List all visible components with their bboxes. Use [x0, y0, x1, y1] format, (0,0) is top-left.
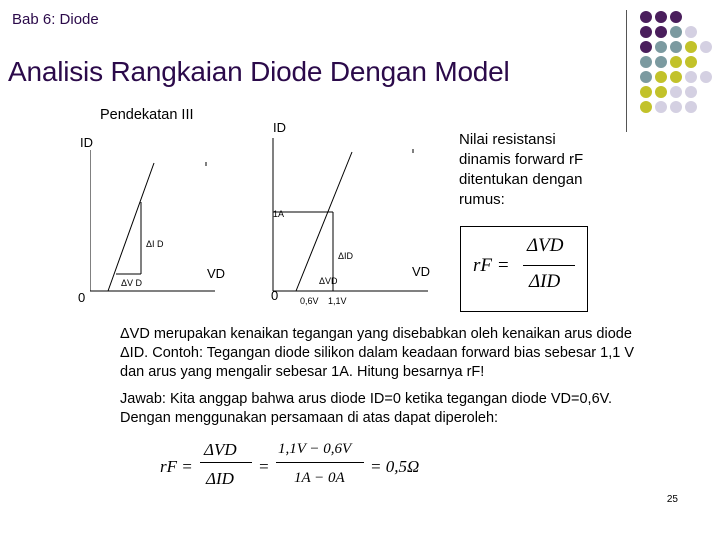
formula-box — [460, 226, 588, 312]
decor-dot — [640, 101, 652, 113]
bottom-formula-f2-den: 1A − 0A — [294, 470, 345, 486]
decor-dot — [655, 11, 667, 23]
decor-dot — [655, 41, 667, 53]
body-p2-line2: Dengan menggunakan persamaan di atas dapat diperoleh: — [120, 410, 499, 426]
decor-dot — [685, 101, 697, 113]
formula-den: ΔID — [529, 271, 561, 292]
side-text-line4: rumus: — [459, 191, 505, 208]
bottom-formula-lhs: rF = — [160, 457, 193, 476]
decor-dot — [640, 86, 652, 98]
right-delta-v: ΔVD — [319, 276, 338, 286]
decor-dot — [640, 41, 652, 53]
right-1a-label: 1A — [273, 209, 285, 219]
formula-lhs: rF = — [473, 255, 510, 276]
slide-title: Analisis Rangkaian Diode Dengan Model — [8, 56, 510, 87]
decor-dot — [655, 71, 667, 83]
decor-dot — [670, 11, 682, 23]
decor-dot — [700, 71, 712, 83]
decor-dot — [685, 71, 697, 83]
bottom-formula-f1-num: ΔVD — [204, 440, 237, 459]
fraction-bar-1 — [200, 462, 252, 463]
left-curve — [108, 163, 154, 291]
decor-dot — [670, 71, 682, 83]
decor-dot — [640, 11, 652, 23]
bottom-formula-result: = 0,5Ω — [370, 457, 420, 476]
decor-dot — [685, 41, 697, 53]
side-text-line1: Nilai resistansi — [459, 131, 556, 148]
decor-dot — [655, 26, 667, 38]
decor-dot — [685, 26, 697, 38]
decor-dot — [685, 56, 697, 68]
decor-dot — [685, 86, 697, 98]
right-origin: 0 — [271, 288, 279, 303]
left-x-label: VD — [207, 266, 226, 281]
page-number: 25 — [666, 494, 678, 505]
body-p2-line1: Jawab: Kita anggap bahwa arus diode ID=0 ketika tegangan diode VD=0,6V. — [120, 391, 613, 407]
decor-dot — [655, 101, 667, 113]
fraction-bar-2 — [276, 462, 364, 463]
right-x-label: VD — [412, 264, 431, 279]
decor-dot — [655, 56, 667, 68]
side-text-line2: dinamis forward rF — [459, 151, 584, 168]
bottom-formula-f2-num: 1,1V − 0,6V — [278, 441, 352, 457]
side-text-line3: ditentukan dengan — [459, 171, 583, 188]
decor-dot — [700, 41, 712, 53]
right-curve — [296, 152, 352, 291]
formula-num: ΔVD — [527, 235, 564, 256]
decor-dot — [670, 56, 682, 68]
graph-heading: Pendekatan III — [100, 107, 194, 123]
right-y-label: ID — [273, 120, 286, 135]
left-delta-v: ΔV D — [121, 278, 143, 288]
decor-dot — [655, 86, 667, 98]
decor-dot — [640, 26, 652, 38]
right-tick-06: 0,6V — [300, 296, 319, 306]
decor-dot — [640, 56, 652, 68]
decor-dot — [670, 101, 682, 113]
bottom-formula-f1-den: ΔID — [206, 469, 234, 488]
left-origin: 0 — [78, 290, 86, 305]
decor-dot — [670, 26, 682, 38]
decor-dot — [670, 86, 682, 98]
body-p1-line3: dan arus yang mengalir sebesar 1A. Hitung besarnya rF! — [120, 364, 485, 380]
body-p1-line2: ΔID. Contoh: Tegangan diode silikon dalam keadaan forward bias sebesar 1,1 V — [120, 345, 635, 361]
right-tick-11: 1,1V — [328, 296, 347, 306]
formula-fraction-bar — [523, 265, 575, 266]
body-p1-line1: ΔVD merupakan kenaikan tegangan yang disebabkan oleh kenaikan arus diode — [120, 326, 632, 342]
chapter-label: Bab 6: Diode — [12, 11, 99, 28]
left-delta-i: ΔI D — [146, 239, 164, 249]
bottom-formula-eq: = — [258, 457, 270, 476]
decor-dot — [640, 71, 652, 83]
right-delta-i: ΔID — [338, 251, 354, 261]
title-divider — [626, 10, 627, 132]
decor-dot — [670, 41, 682, 53]
left-y-label: ID — [80, 135, 93, 150]
